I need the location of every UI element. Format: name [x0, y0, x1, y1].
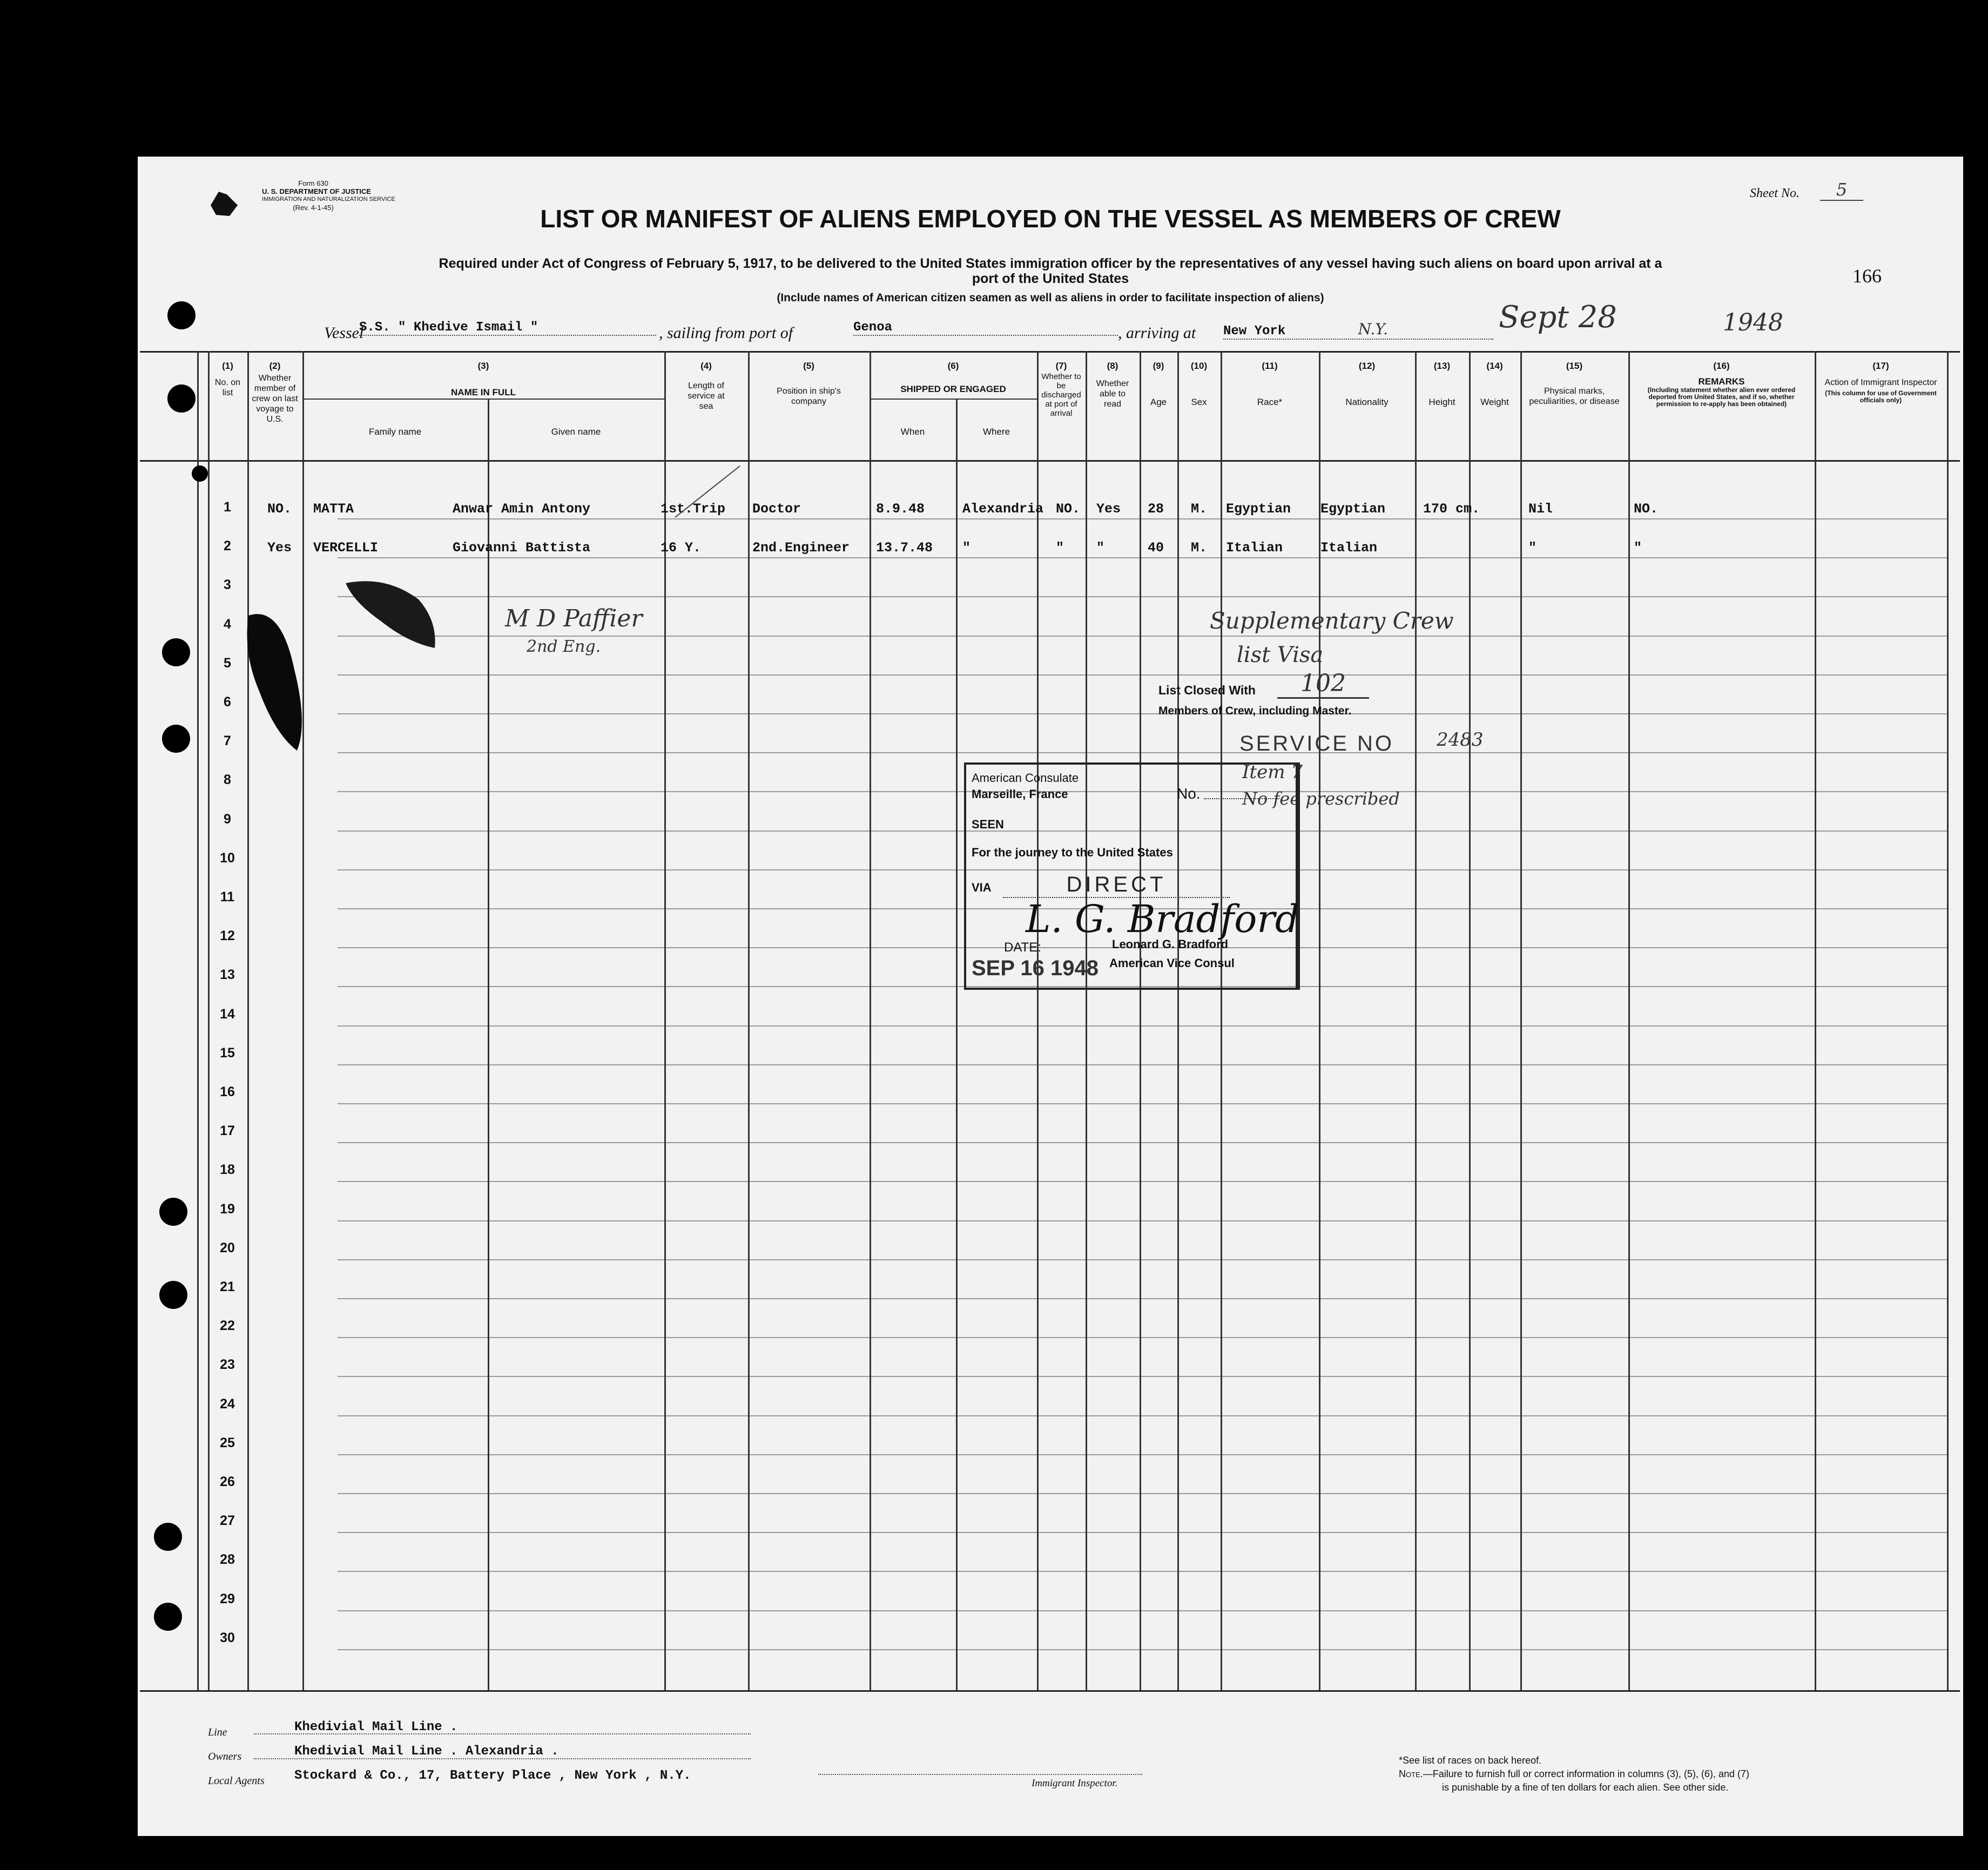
row-number: 15	[220, 1045, 235, 1061]
footer-line-value: Khedivial Mail Line .	[294, 1720, 458, 1734]
item-note: Item 7	[1242, 761, 1303, 783]
col-14-header: (14) Weight	[1480, 361, 1509, 407]
punch-hole	[167, 384, 196, 413]
signature-crew-title: 2nd Eng.	[527, 637, 601, 656]
row-number: 2	[224, 538, 231, 554]
consul-title: American Vice Consul	[1109, 956, 1235, 970]
row-number: 27	[220, 1513, 235, 1529]
form-number: Form 630	[298, 179, 328, 187]
cell-able-to-read: "	[1096, 540, 1105, 556]
stamp-journey: For the journey to the United States	[972, 846, 1173, 859]
cell-able-to-read: Yes	[1096, 501, 1121, 517]
arrival-year: 1948	[1723, 309, 1783, 336]
row-number: 19	[220, 1201, 235, 1217]
cell-physical-marks: Nil	[1528, 501, 1553, 517]
arriving-label: , arriving at	[1118, 324, 1196, 342]
row-number: 4	[224, 616, 231, 632]
page-number: 166	[1852, 265, 1882, 287]
punch-hole	[154, 1523, 182, 1551]
list-closed-label: List Closed With	[1158, 683, 1256, 697]
col-9-header: (9) Age	[1150, 361, 1167, 407]
col-border	[1140, 351, 1141, 1690]
row-rule	[338, 596, 1947, 597]
row-rule	[338, 713, 1947, 714]
cell-family-name: VERCELLI	[313, 540, 379, 556]
row-rule	[338, 1610, 1947, 1611]
given-name-header: Given name	[551, 427, 601, 437]
sheet-label: Sheet No.	[1750, 186, 1800, 200]
signature-crew: M D Paffier	[505, 605, 643, 632]
stamp-via-label: VIA	[972, 881, 992, 894]
cell-prev-crew: Yes	[267, 540, 292, 556]
col-border	[1628, 351, 1630, 1690]
consul-name: Leonard G. Bradford	[1112, 937, 1229, 951]
manifest-sheet	[138, 157, 1963, 1836]
cell-given-name: Anwar Amin Antony	[453, 501, 591, 517]
col-border	[1086, 351, 1087, 1690]
row-rule	[338, 1571, 1947, 1572]
visa-note: list Visa	[1237, 643, 1324, 667]
when-header: When	[900, 427, 925, 437]
row-number: 16	[220, 1084, 235, 1099]
row-rule	[338, 1493, 1947, 1494]
row-rule	[338, 752, 1947, 753]
consulate-stamp	[964, 762, 1300, 990]
col-border	[302, 351, 304, 1690]
name-subheader-rule	[302, 399, 664, 400]
cell-shipped-when: 8.9.48	[876, 501, 925, 517]
row-number: 8	[224, 772, 231, 788]
cell-family-name: MATTA	[313, 501, 354, 517]
footer-owners-label: Owners	[208, 1751, 242, 1763]
stamp-seen: SEEN	[972, 818, 1004, 831]
col-border	[1520, 351, 1522, 1690]
service-name: IMMIGRATION AND NATURALIZATION SERVICE	[262, 196, 395, 202]
row-rule	[338, 1532, 1947, 1533]
col-11-header: (11) Race*	[1257, 361, 1283, 407]
penalty-note-label: Note.	[1399, 1768, 1423, 1779]
sheet-number: 5	[1820, 179, 1863, 201]
port-from: Genoa	[853, 320, 1118, 336]
cell-discharged: "	[1056, 540, 1064, 556]
cell-physical-marks: "	[1528, 540, 1537, 556]
punch-hole	[162, 725, 190, 753]
row-rule	[338, 1415, 1947, 1416]
row-rule	[338, 1337, 1947, 1338]
stamp-via-value: DIRECT	[1003, 873, 1230, 898]
cell-shipped-where: "	[962, 540, 971, 556]
col-5-header: (5) Position in ship's company	[777, 361, 841, 406]
row-number: 14	[220, 1006, 235, 1022]
punch-hole	[167, 301, 196, 329]
fee-note: No fee prescribed	[1242, 788, 1400, 809]
row-number: 12	[220, 928, 235, 944]
inclusion-note: (Include names of American citizen seamen as well as aliens in order to facilitate inspection of aliens)	[777, 292, 1324, 304]
cell-nationality: Egyptian	[1320, 501, 1386, 517]
col-13-header: (13) Height	[1428, 361, 1455, 407]
service-number: 2483	[1437, 729, 1484, 751]
cell-race: Egyptian	[1226, 501, 1291, 517]
col-border	[1815, 351, 1816, 1690]
cell-service-length: 16 Y.	[661, 540, 702, 556]
row-rule	[338, 557, 1947, 558]
header-bottom-rule	[140, 460, 1960, 462]
col-1-header: (1) No. on list	[214, 361, 241, 397]
row-rule	[338, 1064, 1947, 1065]
penalty-note-text: —Failure to furnish full or correct information in columns (3), (5), (6), and (7)	[1423, 1768, 1749, 1779]
col-border	[956, 400, 958, 1690]
stamp-date-value: SEP 16 1948	[972, 956, 1099, 980]
col-border	[1415, 351, 1417, 1690]
footer-line-label: Line	[208, 1726, 227, 1738]
table-bottom-rule	[140, 1690, 1960, 1692]
punch-hole	[159, 1198, 187, 1226]
col-4-header: (4) Length of service at sea	[688, 361, 725, 411]
punch-hole	[192, 465, 208, 482]
races-note: *See list of races on back hereof.	[1399, 1755, 1542, 1766]
row-rule	[338, 1376, 1947, 1377]
col-border	[1469, 351, 1471, 1690]
row-number: 10	[220, 850, 235, 866]
stamp-date-label: DATE:	[1004, 940, 1041, 955]
sailing-label: , sailing from port of	[659, 324, 793, 342]
cell-remarks: NO.	[1634, 501, 1659, 517]
vessel-label: Vessel	[324, 324, 364, 342]
port-to-typed: New York	[1223, 324, 1286, 339]
vessel-name: S.S. " Khedive Ismail "	[359, 320, 656, 336]
cell-sex: M.	[1191, 540, 1208, 556]
shipped-subheader-rule	[870, 399, 1037, 400]
col-8-header: (8) Whether able to read	[1096, 361, 1129, 409]
col-border	[748, 351, 750, 1690]
footer-owners-value: Khedivial Mail Line . Alexandria .	[294, 1744, 559, 1759]
tick-mark	[672, 463, 743, 520]
row-number: 21	[220, 1279, 235, 1294]
col-border	[1947, 351, 1949, 1690]
cell-nationality: Italian	[1320, 540, 1378, 556]
col-border	[1037, 351, 1039, 1690]
consul-signature: L. G. Bradford	[1026, 897, 1299, 941]
cell-shipped-when: 13.7.48	[876, 540, 933, 556]
stamp-consulate: American Consulate	[972, 771, 1079, 785]
inspector-signature-line	[818, 1774, 1142, 1775]
row-number: 17	[220, 1123, 235, 1139]
table-top-rule	[140, 351, 1960, 353]
subtitle-line1: Required under Act of Congress of February 5, 1917, to be delivered to the United States immigration officer by the representatives of any vessel having such aliens on board upon arrival at a	[439, 256, 1662, 271]
arrival-date: Sept 28	[1499, 300, 1617, 335]
punch-hole	[162, 638, 190, 666]
members-label: Members of Crew, including Master.	[1158, 705, 1352, 717]
ink-blot	[243, 605, 313, 756]
family-name-header: Family name	[368, 427, 422, 437]
row-rule	[338, 1259, 1947, 1260]
page-title: LIST OR MANIFEST OF ALIENS EMPLOYED ON THE VESSEL AS MEMBERS OF CREW	[540, 205, 1561, 233]
cell-height: 170 cm.	[1423, 501, 1480, 517]
col-border	[488, 400, 489, 1690]
row-number: 7	[224, 733, 231, 749]
port-to-handwritten: N.Y.	[1358, 320, 1389, 338]
row-number: 30	[220, 1630, 235, 1645]
row-rule	[338, 518, 1947, 519]
supplementary-note: Supplementary Crew	[1210, 607, 1454, 634]
row-number: 9	[224, 811, 231, 827]
row-rule	[338, 1142, 1947, 1143]
row-rule	[338, 1649, 1947, 1650]
cell-position: Doctor	[752, 501, 801, 517]
revision: (Rev. 4-1-45)	[293, 204, 334, 212]
penalty-note	[1399, 1768, 1749, 1780]
row-number: 5	[224, 655, 231, 671]
punch-hole	[154, 1603, 182, 1631]
row-number: 25	[220, 1435, 235, 1450]
col-border	[1221, 351, 1222, 1690]
service-number-label: SERVICE NO	[1239, 732, 1394, 755]
col-12-header: (12) Nationality	[1345, 361, 1389, 407]
row-number: 3	[224, 577, 231, 593]
row-number: 26	[220, 1474, 235, 1489]
cell-sex: M.	[1191, 501, 1208, 517]
col-border	[197, 351, 199, 1690]
col-border	[247, 351, 249, 1690]
row-number: 6	[224, 694, 231, 710]
row-number: 28	[220, 1552, 235, 1568]
row-number: 29	[220, 1591, 235, 1606]
col-border	[870, 351, 871, 1690]
cell-race: Italian	[1226, 540, 1283, 556]
port-to	[1223, 320, 1493, 340]
inspector-label: Immigrant Inspector.	[1032, 1778, 1118, 1789]
footer-agents-value: Stockard & Co., 17, Battery Place , New York , N.Y.	[294, 1768, 691, 1783]
cell-remarks: "	[1634, 540, 1642, 556]
footer-agents-label: Local Agents	[208, 1775, 265, 1787]
row-rule	[338, 1454, 1947, 1455]
cell-given-name: Giovanni Battista	[453, 540, 591, 556]
row-rule	[338, 1181, 1947, 1182]
where-header: Where	[982, 427, 1010, 437]
row-number: 1	[224, 499, 231, 515]
subtitle-line2: port of the United States	[972, 271, 1129, 286]
col-10-header: (10) Sex	[1190, 361, 1208, 407]
cell-shipped-where: Alexandria	[962, 501, 1044, 517]
cell-position: 2nd.Engineer	[752, 540, 850, 556]
col-6-header: (6) SHIPPED OR ENGAGED	[900, 361, 1006, 394]
row-rule	[338, 1025, 1947, 1027]
punch-hole	[159, 1281, 187, 1309]
row-rule	[338, 636, 1947, 637]
row-number: 18	[220, 1162, 235, 1178]
row-number: 11	[220, 889, 235, 904]
stamp-city: Marseille, France	[972, 787, 1068, 801]
stamp-no-line	[1204, 798, 1279, 799]
cell-service-length: 1st.Trip	[661, 501, 726, 517]
cell-age: 40	[1148, 540, 1164, 556]
row-number: 22	[220, 1318, 235, 1334]
row-number: 13	[220, 967, 235, 983]
col-2-header: (2) Whether member of crew on last voyage to U.S.	[252, 361, 298, 424]
col-7-header: (7) Whether to be discharged at port of arrival	[1041, 361, 1081, 418]
cell-prev-crew: NO.	[267, 501, 292, 517]
list-closed-count: 102	[1277, 670, 1369, 699]
col-border	[208, 351, 210, 1690]
col-3-header: (3) NAME IN FULL	[451, 361, 516, 397]
cell-age: 28	[1148, 501, 1164, 517]
stamp-no-label: No.	[1177, 785, 1201, 802]
row-rule	[338, 674, 1947, 676]
row-rule	[338, 1298, 1947, 1299]
col-border	[1177, 351, 1179, 1690]
row-number: 20	[220, 1240, 235, 1255]
ink-blot	[343, 578, 440, 653]
col-16-header: (16) REMARKS (Including statement whether alien ever ordered deported from United States, and if so, whether permission to re-apply has been obtained)	[1647, 361, 1796, 408]
department: U. S. DEPARTMENT OF JUSTICE	[262, 187, 371, 195]
col-17-header: (17) Action of Immigrant Inspector (This column for use of Government officials only)	[1824, 361, 1937, 404]
col-15-header: (15) Physical marks, peculiarities, or disease	[1529, 361, 1620, 406]
row-number: 23	[220, 1357, 235, 1373]
cell-discharged: NO.	[1056, 501, 1081, 517]
subtitle	[246, 256, 1855, 286]
penalty-note-cont: is punishable by a fine of ten dollars for each alien. See other side.	[1442, 1782, 1729, 1793]
row-rule	[338, 1220, 1947, 1221]
row-rule	[338, 1103, 1947, 1104]
row-number: 24	[220, 1396, 235, 1412]
